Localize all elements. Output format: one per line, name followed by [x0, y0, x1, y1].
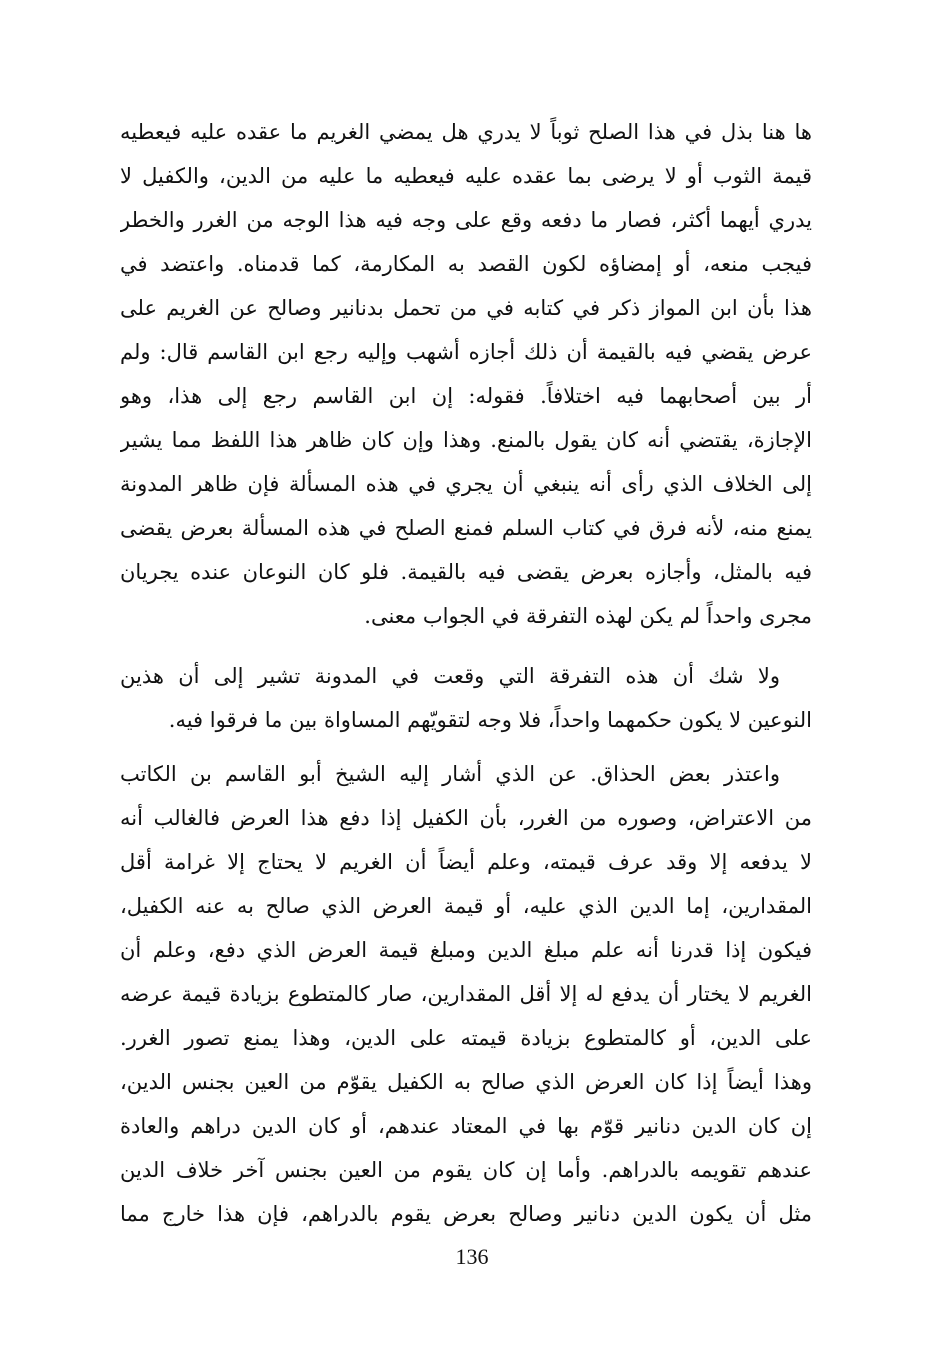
text-line: النوعين لا يكون حكمهما واحداً، فلا وجه لتقويّهم المساواة بين ما فرقوا فيه. — [168, 708, 812, 732]
text-line: يمنع منه، لأنه فرق في كتاب السلم فمنع الصلح في هذه المسألة بعرض يقضى — [120, 516, 812, 540]
text-line: ولا شك أن هذه التفرقة التي وقعت في المدونة تشير إلى أن هذين — [120, 664, 780, 688]
text-line: على الدين، أو كالمتطوع بزيادة قيمته على الدين، وهذا يمنع تصور الغرر. — [120, 1026, 812, 1050]
text-line: الإجازة، يقتضي أنه كان يقول بالمنع. وهذا وإن كان ظاهر هذا اللفظ مما يشير — [120, 428, 812, 452]
text-line: الغريم لا يختار أن يدفع له إلا أقل المقدارين، صار كالمتطوع بزيادة قيمة عرضه — [120, 982, 812, 1006]
page-number: 136 — [455, 1244, 489, 1269]
text-line: ها هنا بذل في هذا الصلح ثوباً لا يدري هل يمضي الغريم ما عقده عليه فيعطيه — [120, 120, 812, 144]
text-line: من الاعتراض، وصوره من الغرر، بأن الكفيل إذا دفع هذا العرض فالغالب أنه — [120, 806, 812, 830]
paragraph-2 — [120, 654, 812, 742]
text-line: المقدارين، إما الدين الذي عليه، أو قيمة العرض الذي صالح به عنه الكفيل، — [120, 894, 812, 918]
text-line: فيجب منعه، أو إمضاؤه لكون القصد به المكارمة، كما قدمناه. واعتضد في — [120, 252, 812, 276]
text-line: مثل أن يكون الدين دنانير وصالح بعرض يقوم بالدراهم، فإن هذا خارج مما — [120, 1202, 812, 1226]
paragraph-1 — [120, 110, 812, 638]
text-line: فيه بالمثل، وأجازه بعرض يقضى فيه بالقيمة. فلو كان النوعان عنده يجريان — [120, 560, 812, 584]
text-line: فيكون إذا قدرنا أنه علم مبلغ الدين ومبلغ قيمة العرض الذي دفع، وعلم أن — [120, 938, 812, 962]
text-line: وهذا أيضاً إذا كان العرض الذي صالح به الكفيل يقوّم من العين بجنس الدين، — [120, 1070, 812, 1094]
text-line: قيمة الثوب أو لا يرضى بما عقده عليه فيعطيه ما عليه من الدين، والكفيل لا — [120, 164, 812, 188]
text-line: إلى الخلاف الذي رأى أنه ينبغي أن يجري في هذه المسألة فإن ظاهر المدونة — [120, 472, 812, 496]
text-line: لا يدفعه إلا وقد عرف قيمته، وعلم أيضاً أن الغريم لا يحتاج إلا غرامة أقل — [120, 850, 812, 874]
text-line: مجرى واحداً لم يكن لهذه التفرقة في الجواب معنى. — [364, 604, 812, 628]
text-line: واعتذر بعض الحذاق. عن الذي أشار إليه الشيخ أبو القاسم بن الكاتب — [120, 762, 780, 786]
text-line: هذا بأن ابن المواز ذكر في كتابه في من تحمل بدنانير وصالح عن الغريم على — [120, 296, 812, 320]
text-line: أر بين أصحابهما فيه اختلافاً. فقوله: إن ابن القاسم رجع إلى هذا، وهو — [120, 384, 812, 408]
paragraph-3 — [120, 752, 812, 1236]
text-line: عرض يقضي فيه بالقيمة أن ذلك أجازه أشهب وإليه رجع ابن القاسم قال: ولم — [120, 340, 812, 364]
text-line: إن كان الدين دنانير قوّم بها في المعتاد عندهم، أو كان الدين دراهم والعادة — [120, 1114, 812, 1138]
text-line: عندهم تقويمه بالدراهم. وأما إن كان يقوم من العين بجنس آخر خلاف الدين — [120, 1158, 812, 1182]
text-line: يدري أيهما أكثر، فصار ما دفعه وقع على وجه فيه هذا الوجه من الغرر والخطر — [120, 208, 812, 232]
